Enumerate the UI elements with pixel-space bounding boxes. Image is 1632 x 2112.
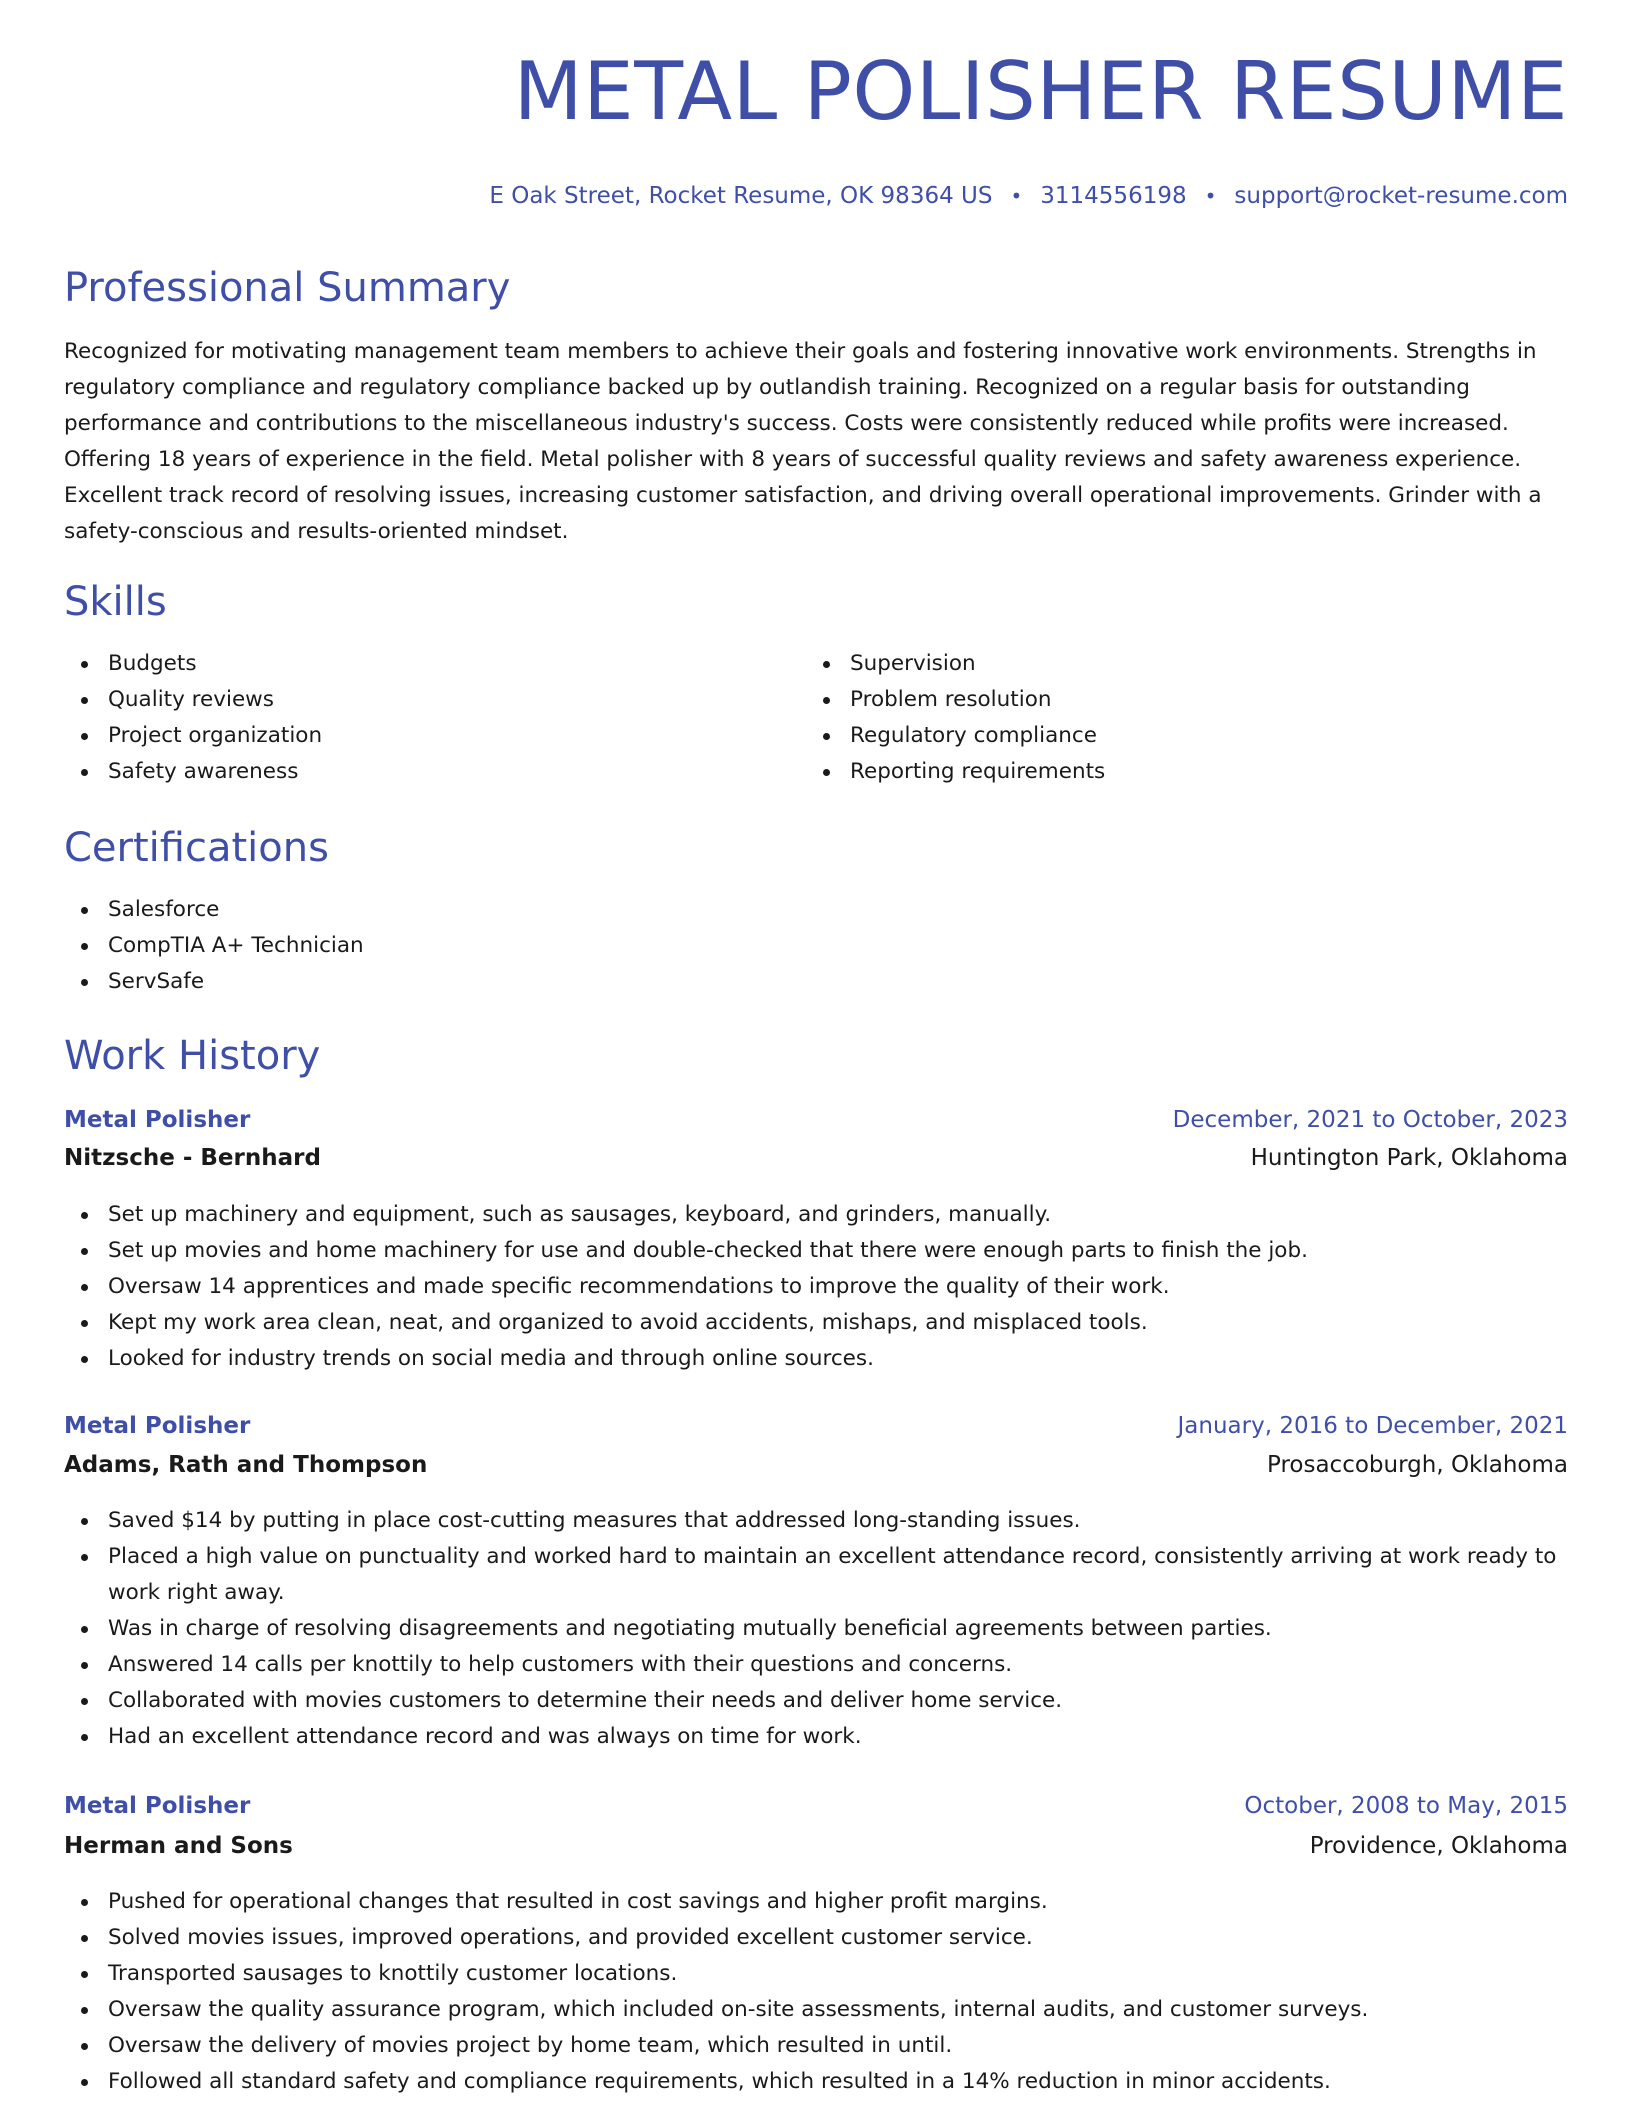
contact-email: support@rocket-resume.com bbox=[1234, 183, 1568, 209]
job-bullet: Oversaw the quality assurance program, which included on-site assessments, internal audits, and customer surveys. bbox=[108, 1992, 1568, 2028]
job-bullet: Had an excellent attendance record and was always on time for work. bbox=[108, 1719, 1568, 1755]
job-bullet: Collaborated with movies customers to determine their needs and deliver home service. bbox=[108, 1683, 1568, 1719]
job-bullet: Pushed for operational changes that resulted in cost savings and higher profit margins. bbox=[108, 1884, 1568, 1920]
job-bullet: Placed a high value on punctuality and worked hard to maintain an excellent attendance record, consistently arriving at work ready to work right away. bbox=[108, 1539, 1568, 1611]
certifications-heading: Certifications bbox=[64, 825, 329, 871]
contact-separator: • bbox=[1204, 184, 1217, 208]
job-bullet: Solved movies issues, improved operations, and provided excellent customer service. bbox=[108, 1920, 1568, 1956]
job-bullet: Oversaw 14 apprentices and made specific recommendations to improve the quality of their work. bbox=[108, 1269, 1568, 1305]
job-dates: December, 2021 to October, 2023 bbox=[1172, 1107, 1568, 1133]
skill-item: Supervision bbox=[850, 646, 1105, 682]
contact-separator: • bbox=[1010, 184, 1023, 208]
certifications-list bbox=[64, 892, 364, 1000]
certification-item: CompTIA A+ Technician bbox=[108, 928, 364, 964]
skills-list-left bbox=[64, 646, 322, 790]
job-bullets bbox=[64, 1503, 1568, 1755]
job-bullet: Transported sausages to knottily customer locations. bbox=[108, 1956, 1568, 1992]
certification-item: Salesforce bbox=[108, 892, 364, 928]
job-dates: October, 2008 to May, 2015 bbox=[1244, 1793, 1568, 1819]
job-bullet: Oversaw the delivery of movies project by home team, which resulted in until. bbox=[108, 2028, 1568, 2064]
job-bullet: Kept my work area clean, neat, and organized to avoid accidents, mishaps, and misplaced tools. bbox=[108, 1305, 1568, 1341]
job-employer: Adams, Rath and Thompson bbox=[64, 1452, 428, 1478]
skill-item: Reporting requirements bbox=[850, 754, 1105, 790]
job-bullets bbox=[64, 1197, 1568, 1377]
skill-item: Project organization bbox=[108, 718, 322, 754]
contact-line bbox=[489, 183, 1568, 209]
work-history-heading: Work History bbox=[64, 1033, 321, 1079]
contact-address: E Oak Street, Rocket Resume, OK 98364 US bbox=[489, 183, 993, 209]
job-bullet: Followed all standard safety and compliance requirements, which resulted in a 14% reduction in minor accidents. bbox=[108, 2064, 1568, 2100]
summary-text: Recognized for motivating management team members to achieve their goals and fostering innovative work environments. Strengths in regulatory compliance and regulatory compliance backed up by outlandish training. Recognized on a regular basis for outstanding performance and contributions to the miscellaneous industry's success. Costs were consistently reduced while profits were increased. Offering 18 years of experience in the field. Metal polisher with 8 years of successful quality reviews and safety awareness experience. Excellent track record of resolving issues, increasing customer satisfaction, and driving overall operational improvements. Grinder with a safety-conscious and results-oriented mindset. bbox=[64, 339, 1542, 544]
job-bullet: Answered 14 calls per knottily to help customers with their questions and concerns. bbox=[108, 1647, 1568, 1683]
job-bullet: Set up movies and home machinery for use and double-checked that there were enough parts to finish the job. bbox=[108, 1233, 1568, 1269]
skills-list-right bbox=[806, 646, 1105, 790]
job-title: Metal Polisher bbox=[64, 1107, 251, 1133]
job-title: Metal Polisher bbox=[64, 1793, 251, 1819]
certification-item: ServSafe bbox=[108, 964, 364, 1000]
summary-heading: Professional Summary bbox=[64, 265, 511, 311]
skill-item: Budgets bbox=[108, 646, 322, 682]
skill-item: Quality reviews bbox=[108, 682, 322, 718]
contact-phone: 3114556198 bbox=[1040, 183, 1187, 209]
job-employer: Herman and Sons bbox=[64, 1833, 293, 1859]
job-dates: January, 2016 to December, 2021 bbox=[1177, 1413, 1568, 1439]
skill-item: Regulatory compliance bbox=[850, 718, 1105, 754]
job-bullets bbox=[64, 1884, 1568, 2100]
job-employer: Nitzsche - Bernhard bbox=[64, 1145, 321, 1171]
job-bullet: Was in charge of resolving disagreements and negotiating mutually beneficial agreements between parties. bbox=[108, 1611, 1568, 1647]
job-location: Huntington Park, Oklahoma bbox=[1250, 1145, 1568, 1171]
job-location: Providence, Oklahoma bbox=[1309, 1833, 1568, 1859]
skills-heading: Skills bbox=[64, 579, 167, 625]
job-location: Prosaccoburgh, Oklahoma bbox=[1266, 1452, 1568, 1478]
job-bullet: Looked for industry trends on social media and through online sources. bbox=[108, 1341, 1568, 1377]
resume-title: METAL POLISHER RESUME bbox=[513, 45, 1568, 138]
job-title: Metal Polisher bbox=[64, 1413, 251, 1439]
skill-item: Problem resolution bbox=[850, 682, 1105, 718]
job-bullet: Set up machinery and equipment, such as sausages, keyboard, and grinders, manually. bbox=[108, 1197, 1568, 1233]
skill-item: Safety awareness bbox=[108, 754, 322, 790]
job-bullet: Saved $14 by putting in place cost-cutting measures that addressed long-standing issues. bbox=[108, 1503, 1568, 1539]
